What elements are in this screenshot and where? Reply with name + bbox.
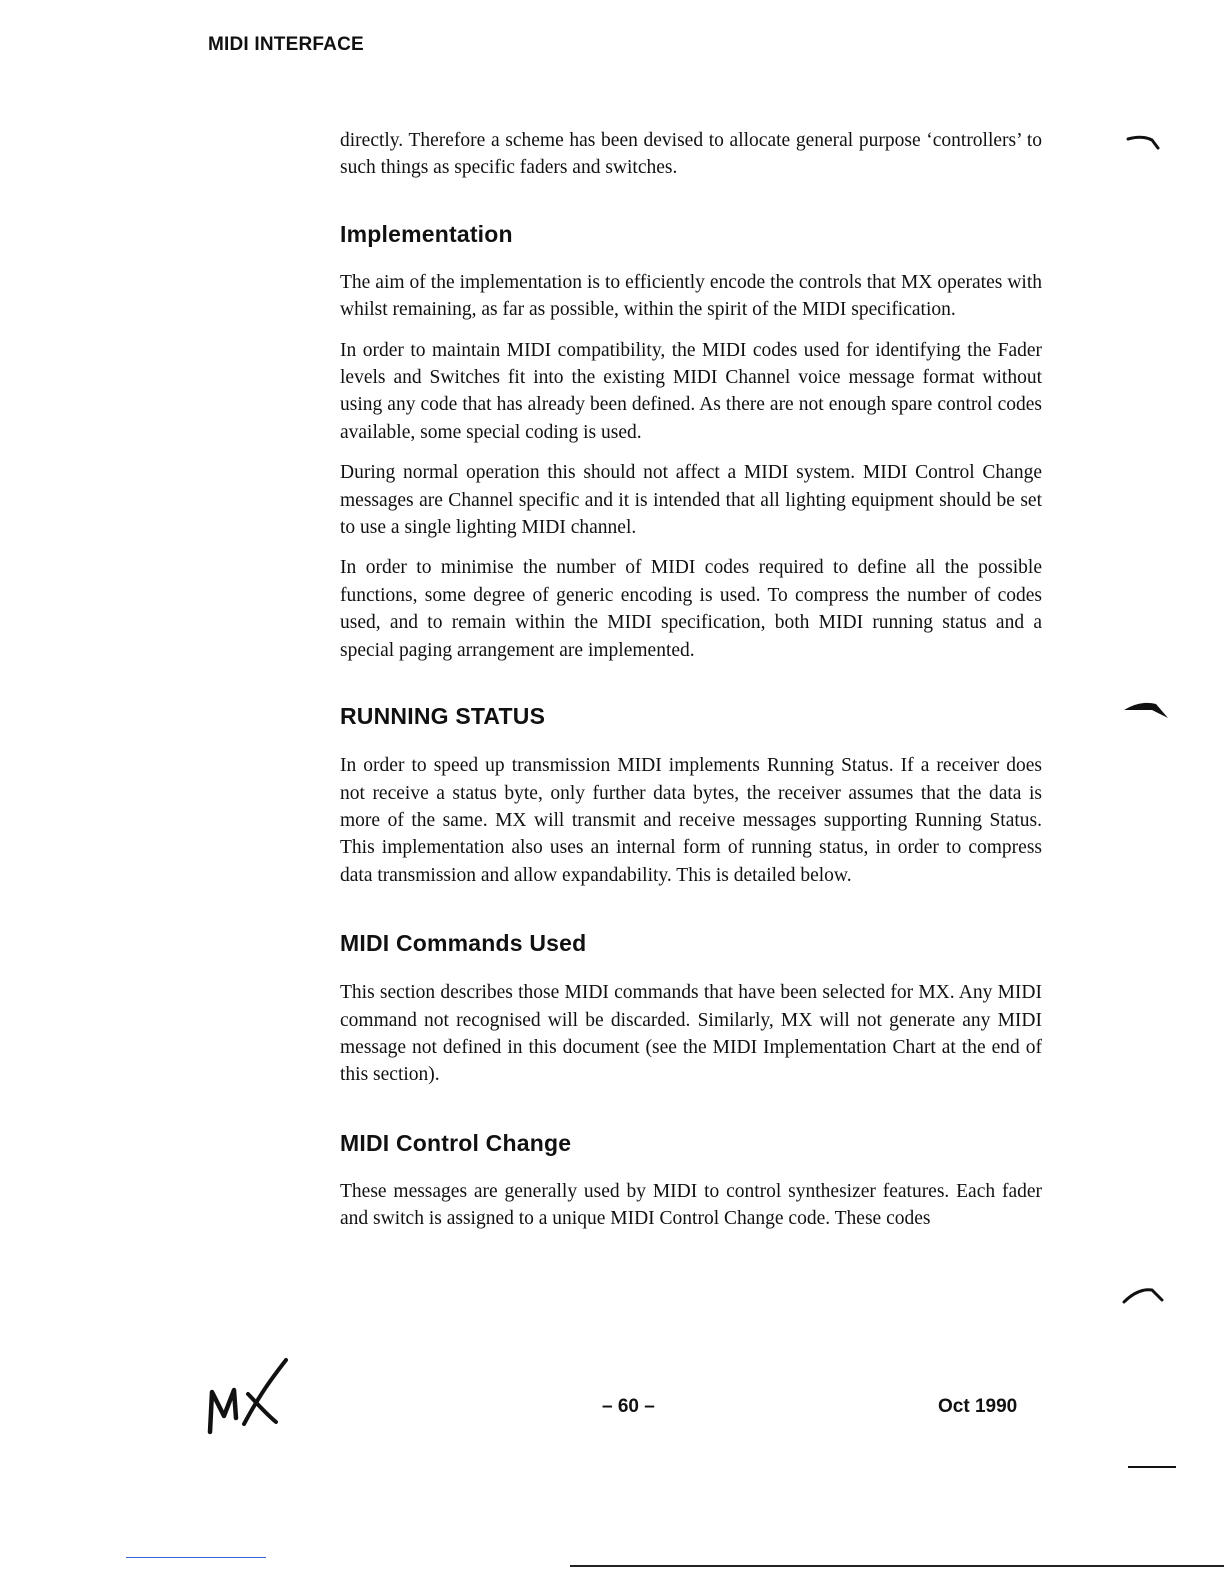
section-heading-implementation: Implementation	[340, 220, 513, 247]
scan-mark	[1122, 698, 1174, 722]
paragraph: In order to maintain MIDI compatibility, the MIDI codes used for identifying the Fader levels and Switches fit into the existing MIDI Channel voice message format without using any code that has already been defined. As there are not enough spare control codes available, some special coding is used.	[340, 339, 1042, 443]
document-date: Oct 1990	[938, 1396, 1018, 1417]
paragraph: The aim of the implementation is to efficiently encode the controls that MX operates with whilst remaining, as far as possible, within the spirit of the MIDI specification.	[340, 271, 1042, 321]
page-number: – 60 –	[602, 1396, 655, 1417]
paragraph: This section describes those MIDI commands that have been selected for MX. Any MIDI command not recognised will be discarded. Similarly, MX will not generate any MIDI message not defined in this document (see the MIDI Implementation Chart at the end of this section).	[340, 982, 1042, 1086]
scan-mark	[1122, 1284, 1166, 1308]
paragraph: During normal operation this should not affect a MIDI system. MIDI Control Change messages are Channel specific and it is intended that all lighting equipment should be set to use a single lighting MIDI channel.	[340, 462, 1042, 539]
section-heading-running-status: RUNNING STATUS	[340, 703, 546, 730]
section-heading-midi-commands-used: MIDI Commands Used	[340, 930, 587, 957]
paragraph: directly. Therefore a scheme has been devised to allocate general purpose ‘controllers’ to such things as specific faders and switches.	[340, 130, 1042, 179]
page-body	[340, 127, 1042, 1246]
section-heading-midi-control-change: MIDI Control Change	[340, 1129, 572, 1156]
scan-line	[570, 1565, 1224, 1567]
paragraph: In order to minimise the number of MIDI codes required to define all the possible functions, some degree of generic encoding is used. To compress the number of codes used, and to remain within the MIDI specification, both MIDI running status and a special paging arrangement are implemented.	[340, 557, 1042, 661]
scan-mark	[1128, 1466, 1176, 1468]
scan-mark	[1126, 134, 1160, 152]
paragraph: These messages are generally used by MIDI to control synthesizer features. Each fader and switch is assigned to a unique MIDI Control Change code. These codes	[340, 1180, 1042, 1230]
mx-logo	[198, 1352, 294, 1436]
paragraph: In order to speed up transmission MIDI implements Running Status. If a receiver does not receive a status byte, only further data bytes, the receiver assumes that the data is more of the same. MX will transmit and receive messages supporting Running Status. This implementation also uses an internal form of running status, in order to compress data transmission and allow expandability. This is detailed below.	[340, 755, 1042, 886]
running-head: MIDI INTERFACE	[208, 34, 364, 55]
scan-line	[126, 1557, 266, 1558]
